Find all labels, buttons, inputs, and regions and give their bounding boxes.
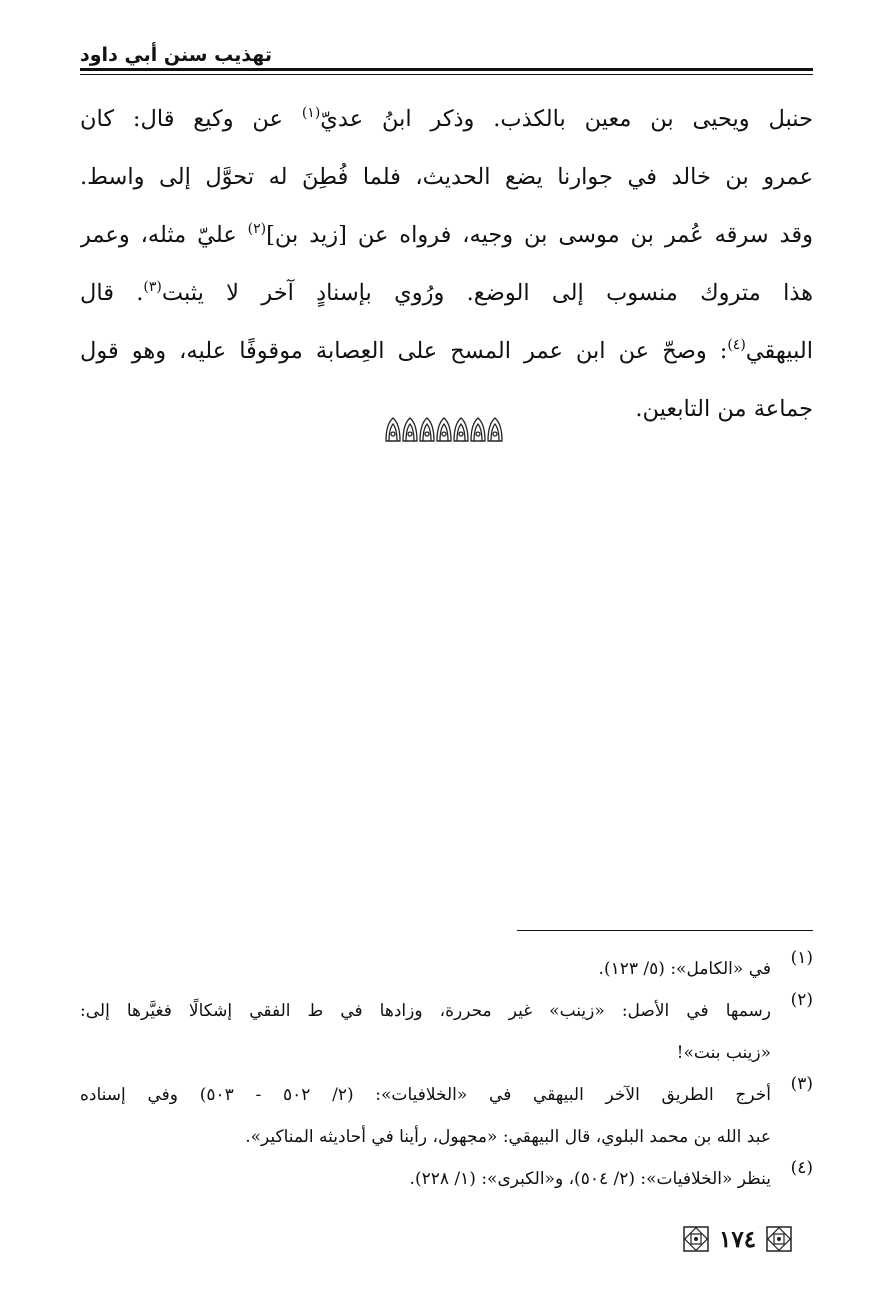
- main-text: [80, 90, 813, 438]
- text-line: [80, 90, 813, 148]
- text-line: [80, 206, 813, 264]
- text-line: [80, 322, 813, 380]
- page-number: ١٧٤: [719, 1225, 757, 1253]
- footnote-line: عبد الله بن محمد البلوي، قال البيهقي: «مجهول، رأينا في أحاديثه المناكير».: [245, 1127, 771, 1147]
- footnotes-section: [80, 948, 813, 1200]
- header-rule-thin: [80, 74, 813, 75]
- footnote-reference: (٣): [143, 279, 162, 295]
- footnote: [80, 1158, 813, 1200]
- text-segment: عليّ مثله، وعمر: [80, 222, 248, 248]
- footnote: [80, 1074, 813, 1158]
- text-segment: حنبل ويحيى بن معين بالكذب. وذكر ابنُ عديّ: [320, 106, 813, 132]
- footnote-reference: (٤): [727, 337, 746, 353]
- knot-ornament-icon: [683, 1226, 709, 1252]
- knot-ornament-icon: [766, 1226, 792, 1252]
- running-head-title: تهذيب سنن أبي داود: [80, 44, 272, 66]
- text-segment: . قال: [80, 280, 144, 306]
- text-segment: عمرو بن خالد في جوارنا يضع الحديث، فلما فُطِنَ له تحوَّل إلى واسط.: [80, 164, 813, 190]
- text-segment: : وصحّ عن ابن عمر المسح على العِصابة موقوفًا عليه، وهو قول: [80, 338, 728, 364]
- footnote-line: أخرج الطريق الآخر البيهقي في «الخلافيات»: (٢/ ٥٠٢ - ٥٠٣) وفي إسناده: [80, 1085, 771, 1105]
- footnote: [80, 990, 813, 1074]
- text-line: [80, 148, 813, 206]
- footnote-line: في «الكامل»: (٥/ ١٢٣).: [598, 959, 771, 979]
- footnote-separator: [517, 930, 813, 931]
- text-segment: عن وكيع قال: كان: [80, 106, 302, 132]
- footnote-number: (١): [790, 948, 813, 968]
- footnote-line: ينظر «الخلافيات»: (٢/ ٥٠٤)، و«الكبرى»: (١/ ٢٢٨).: [409, 1169, 771, 1189]
- text-line: [80, 264, 813, 322]
- header-rule-thick: [80, 68, 813, 71]
- footnote-reference: (١): [301, 105, 321, 121]
- page-folio: [683, 1224, 813, 1254]
- footnote-number: (٤): [790, 1158, 813, 1178]
- footnote-reference: (٢): [247, 221, 267, 237]
- footnote-line: رسمها في الأصل: «زينب» غير محررة، وزادها في ط الفقي إشكالًا فغيَّرها إلى:: [80, 1001, 771, 1021]
- footnote-number: (٣): [790, 1074, 813, 1094]
- text-segment: البيهقي: [745, 338, 813, 364]
- footnote: [80, 948, 813, 990]
- footnote-line: «زينب بنت»!: [676, 1043, 771, 1063]
- footnote-number: (٢): [790, 990, 813, 1010]
- text-segment: وقد سرقه عُمر بن موسى بن وجيه، فرواه عن [زيد بن]: [266, 222, 813, 248]
- text-segment: جماعة من التابعين.: [635, 396, 813, 422]
- text-segment: هذا متروك منسوب إلى الوضع. ورُوي بإسنادٍ آخر لا يثبت: [161, 280, 813, 306]
- floral-divider-ornament-icon: [383, 414, 507, 444]
